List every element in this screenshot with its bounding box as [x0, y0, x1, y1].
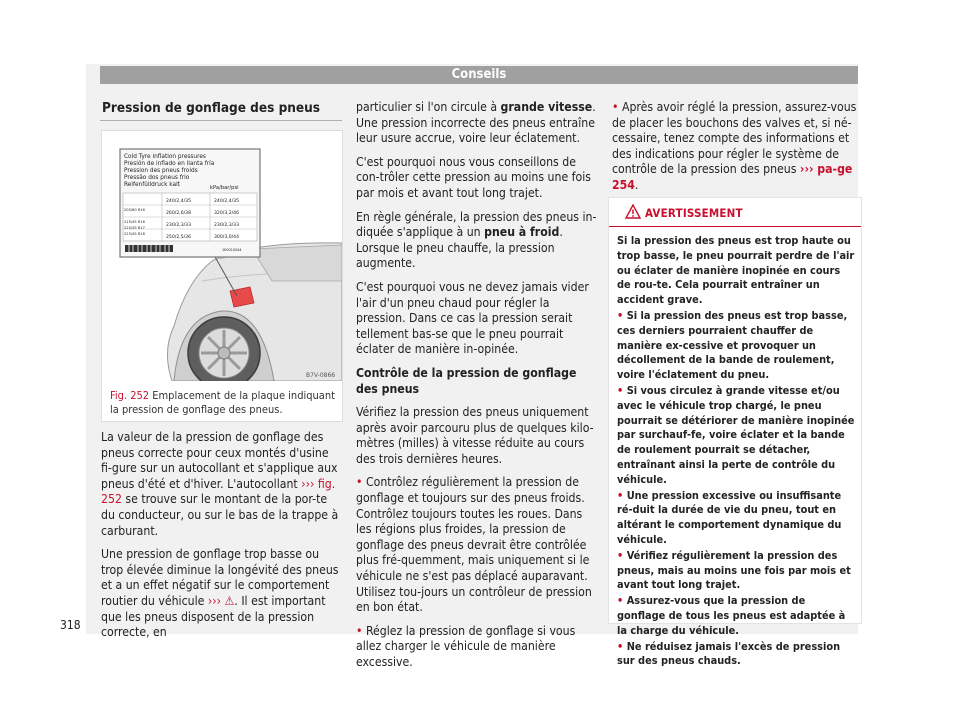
chapter-header: Conseils [100, 66, 858, 84]
paragraph: En règle générale, la pression des pneus in-diquée s'applique à un pneu à froid. Lorsque le pneu chauffe, la pression augmente. [356, 209, 597, 271]
paragraph: C'est pourquoi vous ne devez jamais vider l'air d'un pneu chaud pour régler la pression. Dans ce cas la pression serait tellement bas-se que le pneu pourrait éclater de manière in-opinée. [356, 279, 589, 357]
warning-item: • Une pression excessive ou insuffisante ré-duit la durée de vie du pneu, tout en altérant le comportement dynamique du véhicule. [617, 488, 842, 546]
label-cell: 230/2,3/33 [166, 223, 192, 228]
paragraph: C'est pourquoi nous vous conseillons de con-trôler cette pression au moins une fois par mois et avant tout long trajet. [356, 154, 592, 200]
warning-body [617, 234, 855, 670]
label-line-2: Presión de inflado en llanta fría [124, 161, 215, 167]
title-divider [100, 120, 342, 121]
label-cell: 230/2,3/33 [214, 223, 240, 228]
bullet-icon: • [617, 594, 627, 608]
label-tyre-3: 225/35 R17 [124, 226, 145, 230]
bullet-icon: • [617, 308, 627, 322]
warning-header [609, 198, 861, 227]
label-line-5: Reifenfülldruck kalt [124, 182, 180, 188]
bullet-item: • Réglez la pression de gonflage si vous allez charger le véhicule de manière excessive. [356, 623, 576, 669]
bullet-icon: • [612, 100, 622, 114]
figure-code: B7V-0866 [306, 372, 336, 379]
warning-item: • Si la pression des pneus est trop basse, ces derniers pourraient chauffer de manière ex-cessive et provoquer un décollement de la bande de roulement, voire l'éclatement du pneu. [617, 308, 848, 382]
figure-link[interactable]: ››› fig. 252 [101, 476, 336, 507]
label-cell: 320/3,2/46 [214, 211, 240, 216]
column-1 [101, 430, 341, 649]
sub-heading: Contrôle de la pression de gonflage des pneus [356, 365, 577, 396]
warning-item: • Vérifiez régulièrement la pression des pneus, mais au moins une fois par mois et avant tout long trajet. [617, 548, 851, 592]
warning-intro: Si la pression des pneus est trop haute ou trop basse, le pneu pourrait perdre de l'air ou éclater de manière inopinée en cours de rou-te. Cela pourrait entraîner un accident grave. [617, 234, 855, 307]
figure-number: Fig. 252 [110, 389, 150, 402]
bullet-icon: • [356, 623, 366, 638]
bullet-item: • Contrôlez régulièrement la pression de gonflage et toujours sur des pneus froids. Contrôlez toujours toutes les roues. Dans les régions plus froides, la pression de gonflage des pneus devrait être contrôlée plus fré-quemment, mais uniquement si le véhicule ne s'est pas déplacé auparavant. Utilisez tou-jours un contrôleur de pression en bon état. [356, 475, 592, 615]
label-cell: 240/2,4/35 [166, 199, 192, 204]
figure-caption [110, 389, 338, 417]
paragraph: Vérifiez la pression des pneus uniquement après avoir parcouru plus de quelques kilo-mètres (milles) à vitesse réduite au cours des trois dernières heures. [356, 405, 594, 466]
label-tyre-4: 225/45 R18 [124, 232, 145, 236]
bullet-icon: • [356, 475, 366, 490]
column-2 [356, 100, 600, 679]
label-tyre-2: 215/45 R16 [124, 220, 145, 224]
bullet-icon: • [617, 548, 627, 562]
paragraph: particulier si l'on circule à grande vitesse. Une pression incorrecte des pneus entraîne leur usure accrue, voire leur éclatement. [356, 100, 596, 146]
warning-triangle-icon [625, 204, 641, 220]
figure-252 [101, 130, 343, 422]
label-cell: 300/3,0/44 [214, 235, 240, 240]
warning-item: • Assurez-vous que la pression de gonflage de tous les pneus est adaptée à la charge du véhicule. [617, 594, 846, 637]
warning-item: • Si vous circulez à grande vitesse et/ou avec le véhicule trop chargé, le pneu pourrait se détériorer de manière inopinée par surchauf-fe, voire éclater et la bande de roulement pourrait se détacher, entraînant ainsi la perte de contrôle du véhicule. [617, 383, 855, 486]
bullet-icon: • [617, 383, 627, 397]
warning-link[interactable]: ››› [207, 593, 222, 608]
label-cell: 260/2,6/38 [166, 211, 192, 216]
bullet-icon: • [617, 488, 627, 502]
car-illustration-svg [102, 131, 342, 381]
warning-triangle-icon: ⚠ [224, 593, 235, 608]
label-cell: 250/2,5/36 [166, 235, 192, 240]
paragraph: Une pression de gonflage trop basse ou trop élevée diminue la longévité des pneus et a un effet négatif sur le comportement routier du véhicule ››› ⚠. Il est important que les pneus disposent de la pression correcte, en [101, 547, 339, 640]
page-number: 318 [60, 618, 81, 632]
label-unit: kPa/bar/psi [210, 185, 239, 191]
bullet-icon: • [617, 639, 627, 653]
label-line-4: Pressão dos pneus frio [124, 175, 190, 181]
column-3 [612, 100, 858, 202]
figure-caption-text: Emplacement de la plaque indiquant la pression de gonflage des pneus. [110, 389, 336, 416]
bullet-item: • Après avoir réglé la pression, assurez-vous de placer les bouchons des valves et, si né-cessaire, tenez compte des informations et des indications pour régler le système de contrôle de la pression des pneus ››› pa-ge 254. [612, 100, 857, 192]
label-code: 1K0010044 [222, 248, 242, 252]
page-link[interactable]: ››› pa-ge 254 [612, 162, 853, 192]
warning-box [608, 197, 862, 668]
paragraph: La valeur de la pression de gonflage des pneus correcte pour ceux montés d'usine fi-gure sur un autocollant et s'applique aux pneus d'été et d'hiver. L'autocollant ››› fig. 252 se trouve sur le montant de la por-te du conducteur, ou sur le bas de la trappe à carburant. [101, 430, 339, 538]
section-title: Pression de gonflage des pneus [102, 100, 321, 116]
warning-item: • Ne réduisez jamais l'excès de pression sur des pneus chauds. [617, 639, 841, 668]
label-tyre-1: 205/60 R16 [124, 208, 145, 212]
label-cell: 240/2,4/35 [214, 199, 240, 204]
label-line-3: Pression des pneus froids [124, 168, 198, 174]
warning-title: AVERTISSEMENT [645, 206, 743, 220]
car-tyre-label-illustration [102, 131, 342, 381]
label-line-1: Cold Tyre inflation pressures [124, 154, 206, 160]
